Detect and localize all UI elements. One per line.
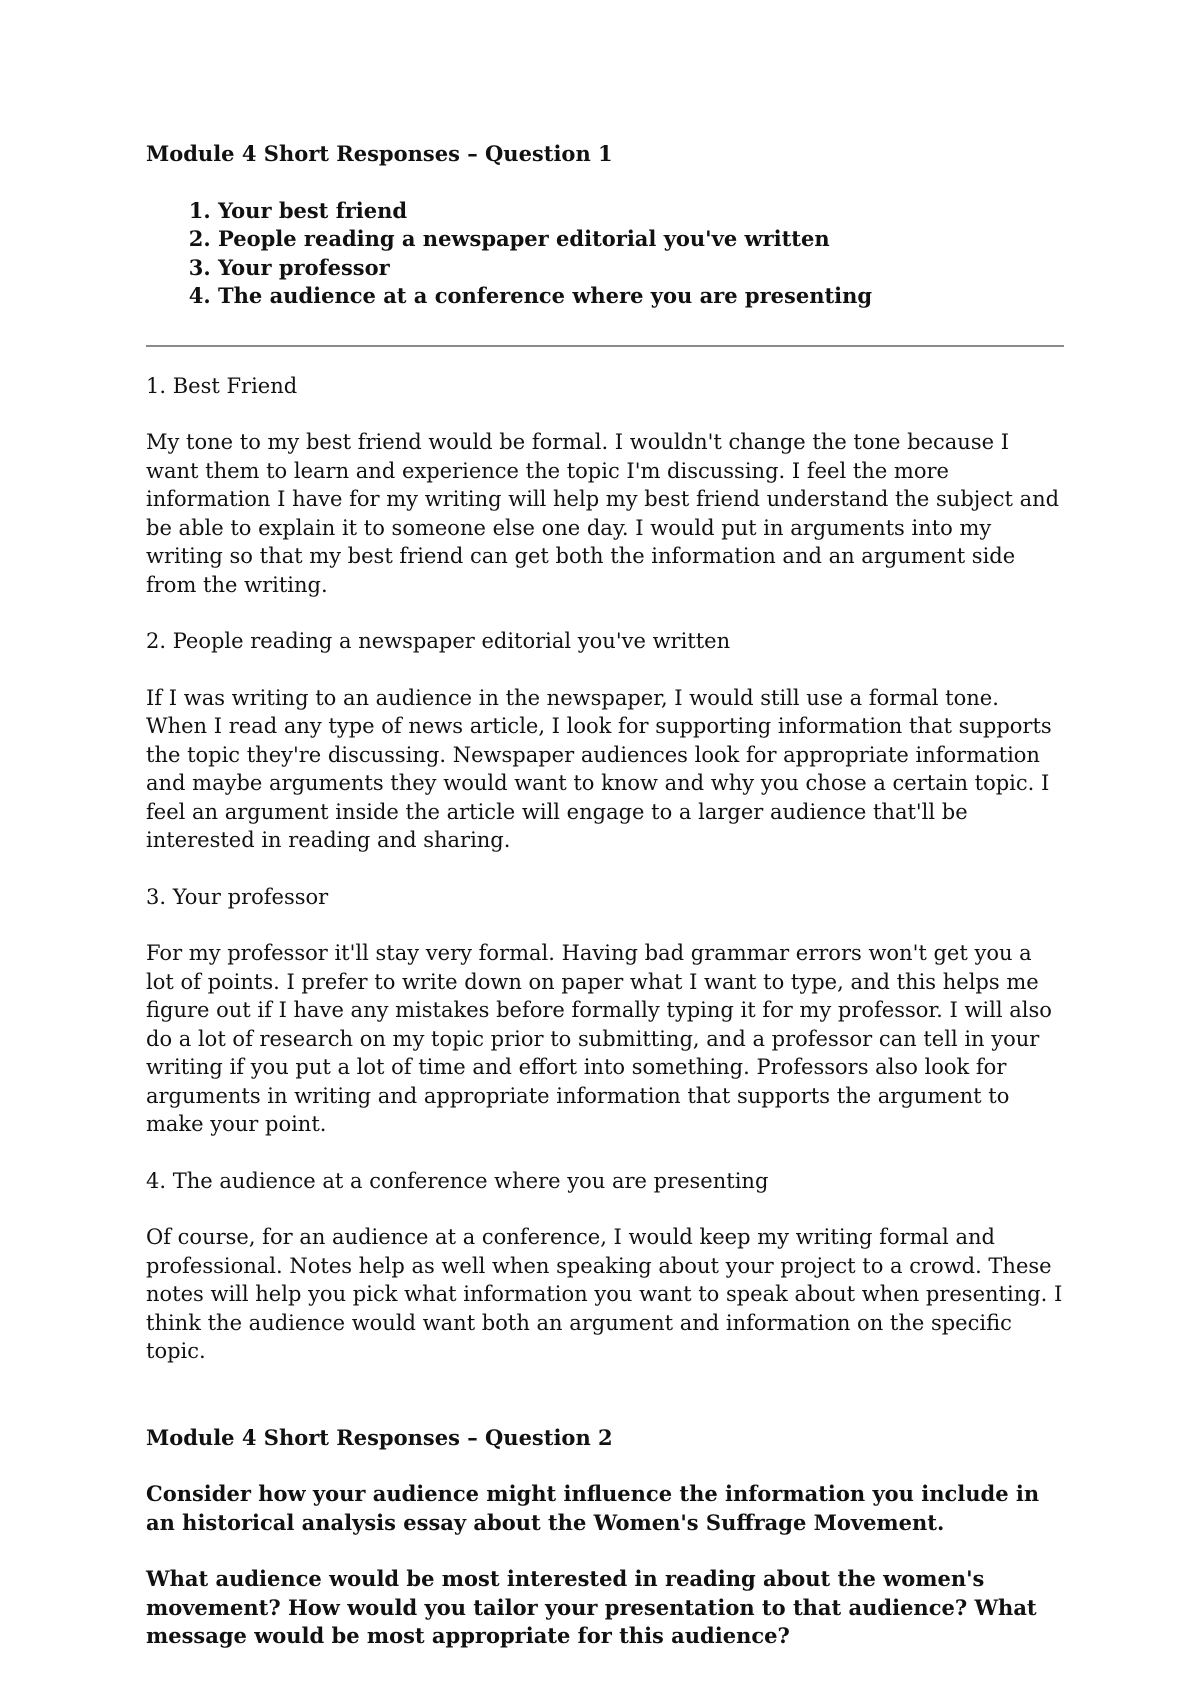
question-2-prompt-2: What audience would be most interested in reading about the women's movement? How would you tailor your presentation to that audience? What message would be most appropriate for this audience?	[146, 1566, 1037, 1648]
response-title-professor: 3. Your professor	[146, 884, 329, 909]
response-body-professor: For my professor it'll stay very formal. Having bad grammar errors won't get you a lot of points. I prefer to write down on paper what I want to type, and this helps me figure out if I have any mistakes before formally typing it for my professor. I will also do a lot of research on my topic prior to submitting, and a professor can tell in your writing if you put a lot of time and effort into something. Professors also look for arguments in writing and appropriate information that supports the argument to make your point.	[146, 941, 1052, 1136]
question-2-prompt-1: Consider how your audience might influence the information you include in an historical analysis essay about the Women's Suffrage Movement.	[146, 1481, 1040, 1535]
list-item: 1. Your best friend	[218, 197, 1066, 226]
response-title-best-friend: 1. Best Friend	[146, 373, 298, 398]
document-page	[146, 140, 1066, 1679]
list-item: 4. The audience at a conference where you are presenting	[218, 282, 1066, 311]
list-item: 3. Your professor	[218, 254, 1066, 283]
response-body-best-friend: My tone to my best friend would be formal. I wouldn't change the tone because I want them to learn and experience the topic I'm discussing. I feel the more information I have for my writing will help my best friend understand the subject and be able to explain it to someone else one day. I would put in arguments into my writing so that my best friend can get both the information and an argument side from the writing.	[146, 430, 1060, 597]
response-body-conference: Of course, for an audience at a conference, I would keep my writing formal and professional. Notes help as well when speaking about your project to a crowd. These notes will help you pick what information you want to speak about when presenting. I think the audience would want both an argument and information on the specific topic.	[146, 1225, 1063, 1363]
response-title-conference: 4. The audience at a conference where you are presenting	[146, 1168, 769, 1193]
question-2-heading: Module 4 Short Responses – Question 2	[146, 1424, 613, 1450]
horizontal-divider	[146, 345, 1064, 347]
section-spacer	[146, 1394, 1066, 1424]
audience-list	[146, 197, 1066, 311]
question-1-heading: Module 4 Short Responses – Question 1	[146, 141, 613, 166]
list-item: 2. People reading a newspaper editorial you've written	[218, 225, 1066, 254]
response-title-newspaper: 2. People reading a newspaper editorial you've written	[146, 629, 731, 653]
response-body-newspaper: If I was writing to an audience in the newspaper, I would still use a formal tone. When I read any type of news article, I look for supporting information that supports the topic they're discussing. Newspaper audiences look for appropriate information and maybe arguments they would want to know and why you chose a certain topic. I feel an argument inside the article will engage to a larger audience that'll be interested in reading and sharing.	[146, 685, 1052, 852]
